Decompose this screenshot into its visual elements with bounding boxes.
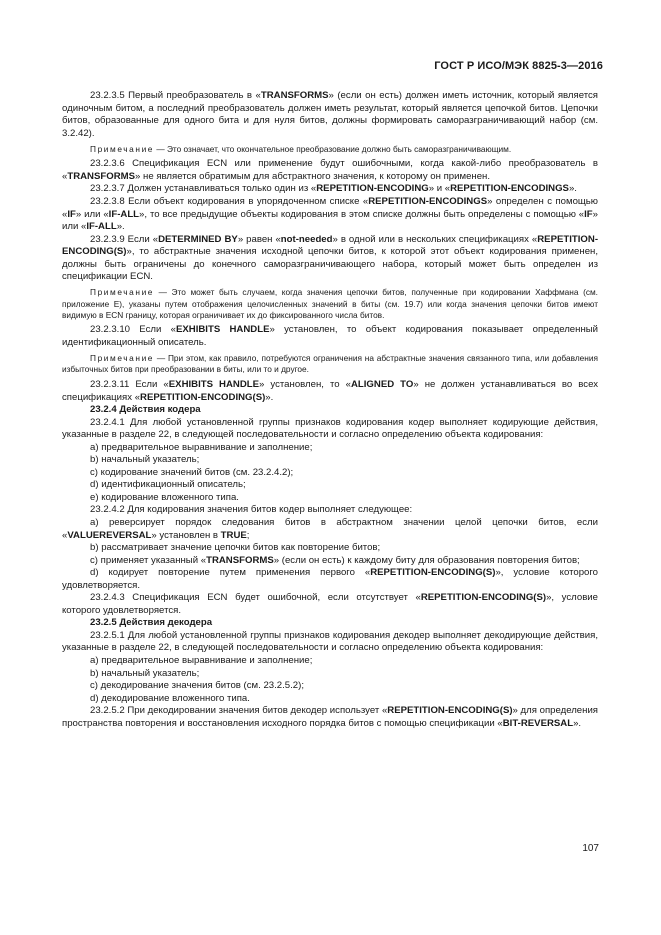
clause-23-2-3-10: 23.2.3.10 Если «EXHIBITS HANDLE» установлен, то объект кодирования показывает определенный идентификационный описатель.: [62, 324, 598, 349]
clause-23-2-3-5: 23.2.3.5 Первый преобразователь в «TRANSFORMS» (если он есть) должен иметь источник, который является одиночным битом, а последний преобразователь должен иметь результат, который является цепочкой битов. Цепочки битов, образованные для одного бита и для нуля битов, должны формировать саморазграничивающий набор (см. 3.2.42).: [62, 90, 598, 139]
list-item: a) предварительное выравнивание и заполнение;: [90, 441, 313, 453]
clause-23-2-4-1: 23.2.4.1 Для любой установленной группы признаков кодирования кодер выполняет кодирующие действия, указанные в разделе 22, в следующей последовательности и согласно определению объекта кодирования:: [62, 416, 598, 441]
note-2: Примечание — Это может быть случаем, когда значения цепочки битов, полученные при кодировании Хаффмана (см. приложение Е), указаны путем отображения целочисленных значений в биты (см. 19.7) или когда значения цепочки битов имеют видимую в ECN границу, которая ограничивает их до фиксированного числа битов.: [62, 287, 598, 320]
page-number: 107: [582, 843, 599, 854]
list-item: c) кодирование значений битов (см. 23.2.4.2);: [90, 466, 294, 478]
note-label: Примечание: [90, 143, 155, 154]
list-item: b) начальный указатель;: [90, 454, 200, 466]
list-item: a) реверсирует порядок следования битов в абстрактном значении целой цепочки битов, если «VALUEREVERSAL» установлен в TRUE;: [62, 516, 598, 541]
note-label: Примечание: [90, 287, 155, 298]
list-item: b) рассматривает значение цепочки битов как повторение битов;: [90, 542, 381, 554]
list-item: e) кодирование вложенного типа.: [90, 491, 239, 503]
list-item: c) декодирование значения битов (см. 23.2.5.2);: [90, 680, 304, 692]
note-1: Примечание — Это означает, что окончательное преобразование должно быть саморазграничивающим.: [90, 143, 512, 154]
note-3: Примечание — При этом, как правило, потребуются ограничения на абстрактные значения связанного типа, или добавления избыточных битов при преобразовании в биты, или то и другое.: [62, 353, 598, 375]
list-item: c) применяет указанный «TRANSFORMS» (если он есть) к каждому биту для образования повторения битов;: [90, 554, 580, 566]
section-heading-23-2-4: 23.2.4 Действия кодера: [90, 404, 201, 416]
list-item: d) кодирует повторение путем применения первого «REPETITION-ENCODING(S)», условие которого удовлетворяется.: [62, 567, 598, 591]
page-body: [62, 90, 598, 730]
clause-23-2-4-2: 23.2.4.2 Для кодирования значения битов кодер выполняет следующее:: [90, 504, 413, 516]
clause-23-2-5-1: 23.2.5.1 Для любой установленной группы признаков кодирования декодер выполняет декодирующие действия, указанные в разделе 22, в следующей последовательности и согласно определению объекта кодирования:: [62, 629, 598, 654]
note-label: Примечание: [90, 353, 155, 364]
clause-23-2-3-8: 23.2.3.8 Если объект кодирования в упорядоченном списке «REPETITION-ENCODINGS» определен с помощью «IF» или «IF-ALL», то все предыдущие объекты кодирования в этом списке должны быть определены с помощью «IF» или «IF-ALL».: [62, 196, 598, 233]
clause-23-2-3-6: 23.2.3.6 Спецификация ECN или применение будут ошибочными, когда какой-либо преобразователь в «TRANSFORMS» не является обратимым для абстрактного значения, к которому он применен.: [62, 158, 598, 182]
list-item: d) декодирование вложенного типа.: [90, 692, 250, 704]
clause-23-2-4-3: 23.2.4.3 Спецификация ECN будет ошибочной, если отсутствует «REPETITION-ENCODING(S)», условие которого удовлетворяется.: [62, 592, 598, 616]
document-code: ГОСТ Р ИСО/МЭК 8825-3—2016: [434, 60, 603, 72]
list-item: d) идентификационный описатель;: [90, 479, 246, 491]
list-item: b) начальный указатель;: [90, 667, 200, 679]
list-item: a) предварительное выравнивание и заполнение;: [90, 655, 313, 666]
clause-23-2-3-9: 23.2.3.9 Если «DETERMINED BY» равен «not-needed» в одной или в нескольких спецификациях «REPETITION-ENCODING(S)», то абстрактные значения исходной цепочки битов, к которой этот объект кодирования применен, должны быть ограничены до конечного саморазграничивающего набора, который может быть определен из спецификации ECN.: [62, 233, 599, 283]
section-heading-23-2-5: 23.2.5 Действия декодера: [90, 617, 213, 629]
clause-23-2-5-2: 23.2.5.2 При декодировании значения битов декодер использует «REPETITION-ENCODING(S)» для определения пространства повторения и восстановления исходного порядка битов с помощью спецификации «BIT-REVERSAL».: [62, 705, 598, 729]
clause-23-2-3-11: 23.2.3.11 Если «EXHIBITS HANDLE» установлен, то «ALIGNED TO» не должен устанавливаться во всех спецификациях «REPETITION-ENCODING(S)».: [62, 378, 598, 403]
clause-23-2-3-7: 23.2.3.7 Должен устанавливаться только один из «REPETITION-ENCODING» и «REPETITION-ENCODINGS».: [90, 183, 577, 195]
